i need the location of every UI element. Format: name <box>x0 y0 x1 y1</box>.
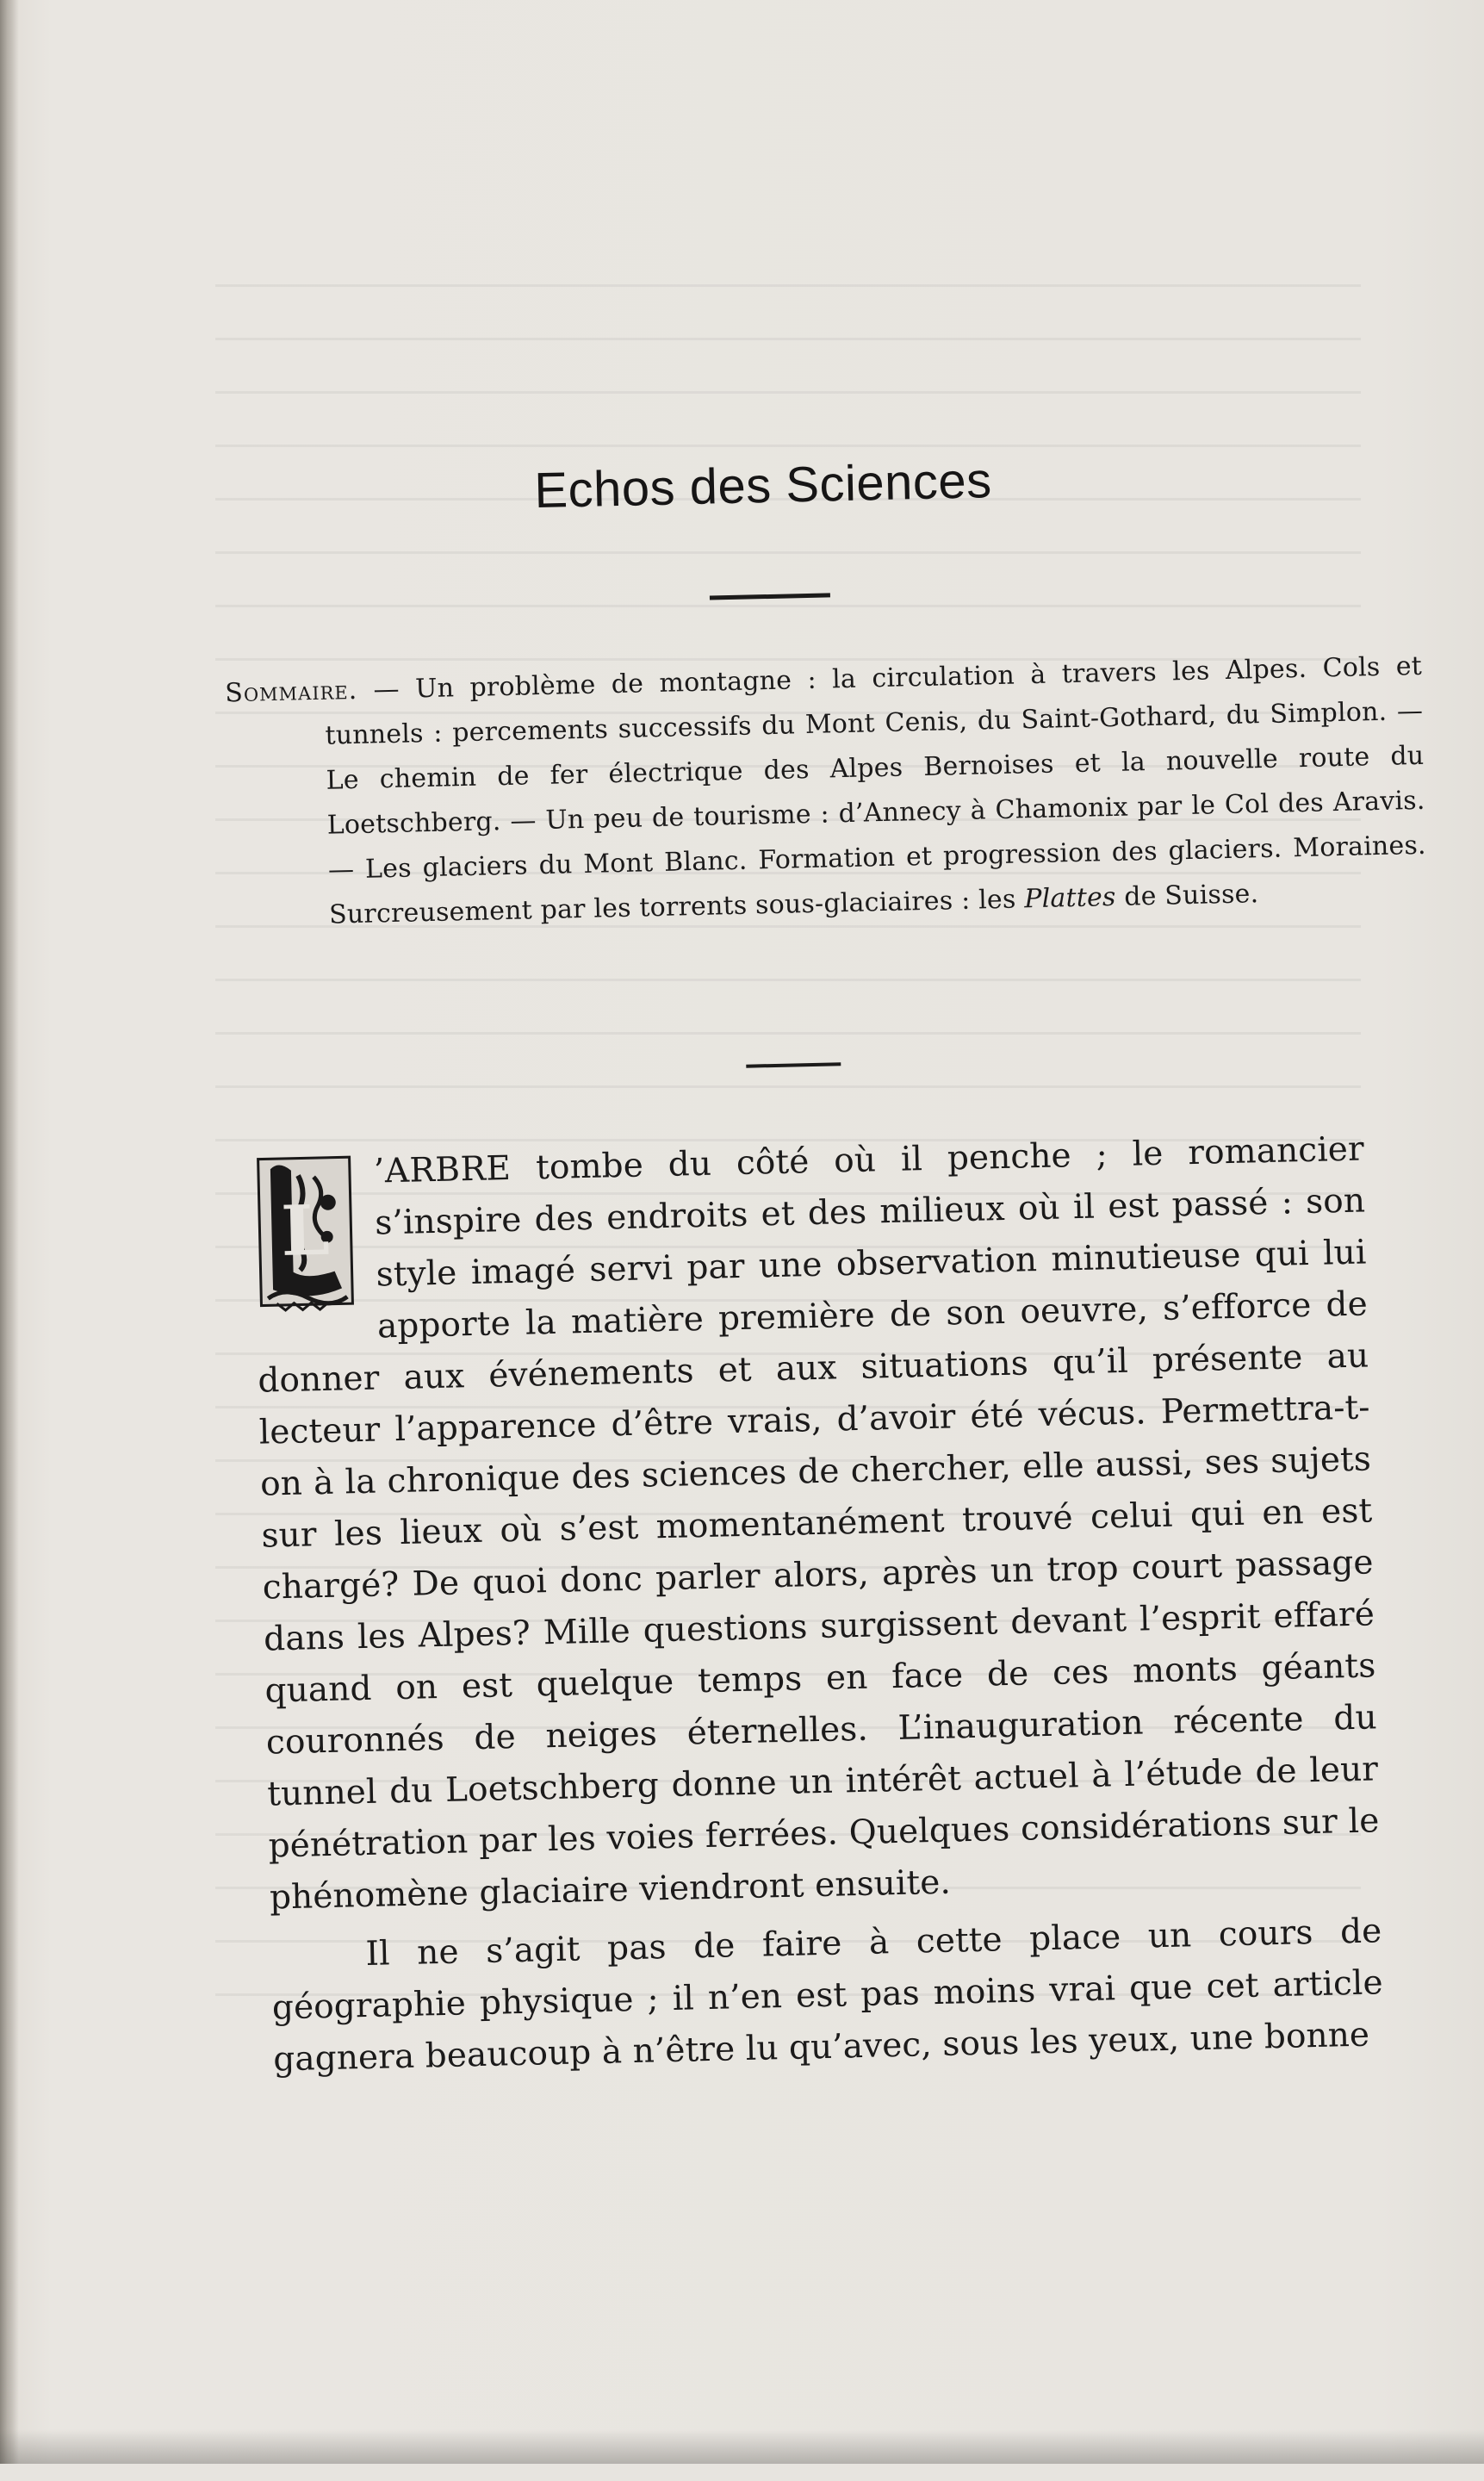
paragraph-2: Il ne s’agit pas de faire à cette place un cours de géographie physique ; il n’en est pas moins vrai que cet article gagnera beaucoup à n’être lu qu’avec, sous les yeux, une bonne <box>271 1912 1384 2080</box>
summary-text: — Un problème de montagne : la circulation à travers les Alpes. Cols et tunnels : percements successifs du Mont Cenis, du Saint-Gothard, du Simplon. — Le chemin de fer électrique des Alpes Bernoises et la nouvelle route du Loetschberg. — Un peu de tourisme : d’Annecy à Chamonix par le Col des Aravis. — Les glaciers du Mont Blanc. Formation et progression des glaciers. Moraines. Surcreusement par les torrents sous-glaciaires : les <box>325 650 1427 930</box>
summary-block <box>225 644 1428 940</box>
article-body <box>252 1123 1384 2086</box>
article-title: Echos des Sciences <box>533 452 993 519</box>
summary-italic: Plattes <box>1023 881 1116 915</box>
summary-label: Sommaire. <box>224 675 358 709</box>
first-word: ’ARBRE <box>373 1148 512 1191</box>
summary-tail: de Suisse. <box>1115 879 1259 912</box>
paragraph-1-text: tombe du côté où il penche ; le romancier s’inspire des endroits et des milieux où il est passé : son style imagé servi par une observation minutieuse qui lui apporte la matière première de son oeuvre, s’efforce de donner aux événements et aux situations qu’il présente au lecteur l’apparence d’être vrais, d’avoir été vécus. Permettra-t-on à la chronique des sciences de chercher, elle aussi, ses sujets sur les lieux où s’est momentanément trouvé celui qui en est chargé? De quoi donc parler alors, après un trop court passage dans les Alpes? Mille questions surgissent devant l’esprit effaré quand on est quelque temps en face de ces monts géants couronnés de neiges éternelles. L’inauguration récente du tunnel du Loetschberg donne un intérêt actuel à l’étude de leur pénétration par les voies ferrées. Quelques considérations sur le phénomène glaciaire viendront ensuite. <box>257 1129 1380 1918</box>
paragraph-1 <box>252 1123 1381 1924</box>
title-rule <box>710 593 830 600</box>
ornamental-dropcap-icon <box>252 1150 357 1316</box>
svg-text:L: L <box>280 1189 331 1272</box>
section-rule <box>746 1062 841 1067</box>
page-bottom-shadow <box>0 2429 1484 2464</box>
